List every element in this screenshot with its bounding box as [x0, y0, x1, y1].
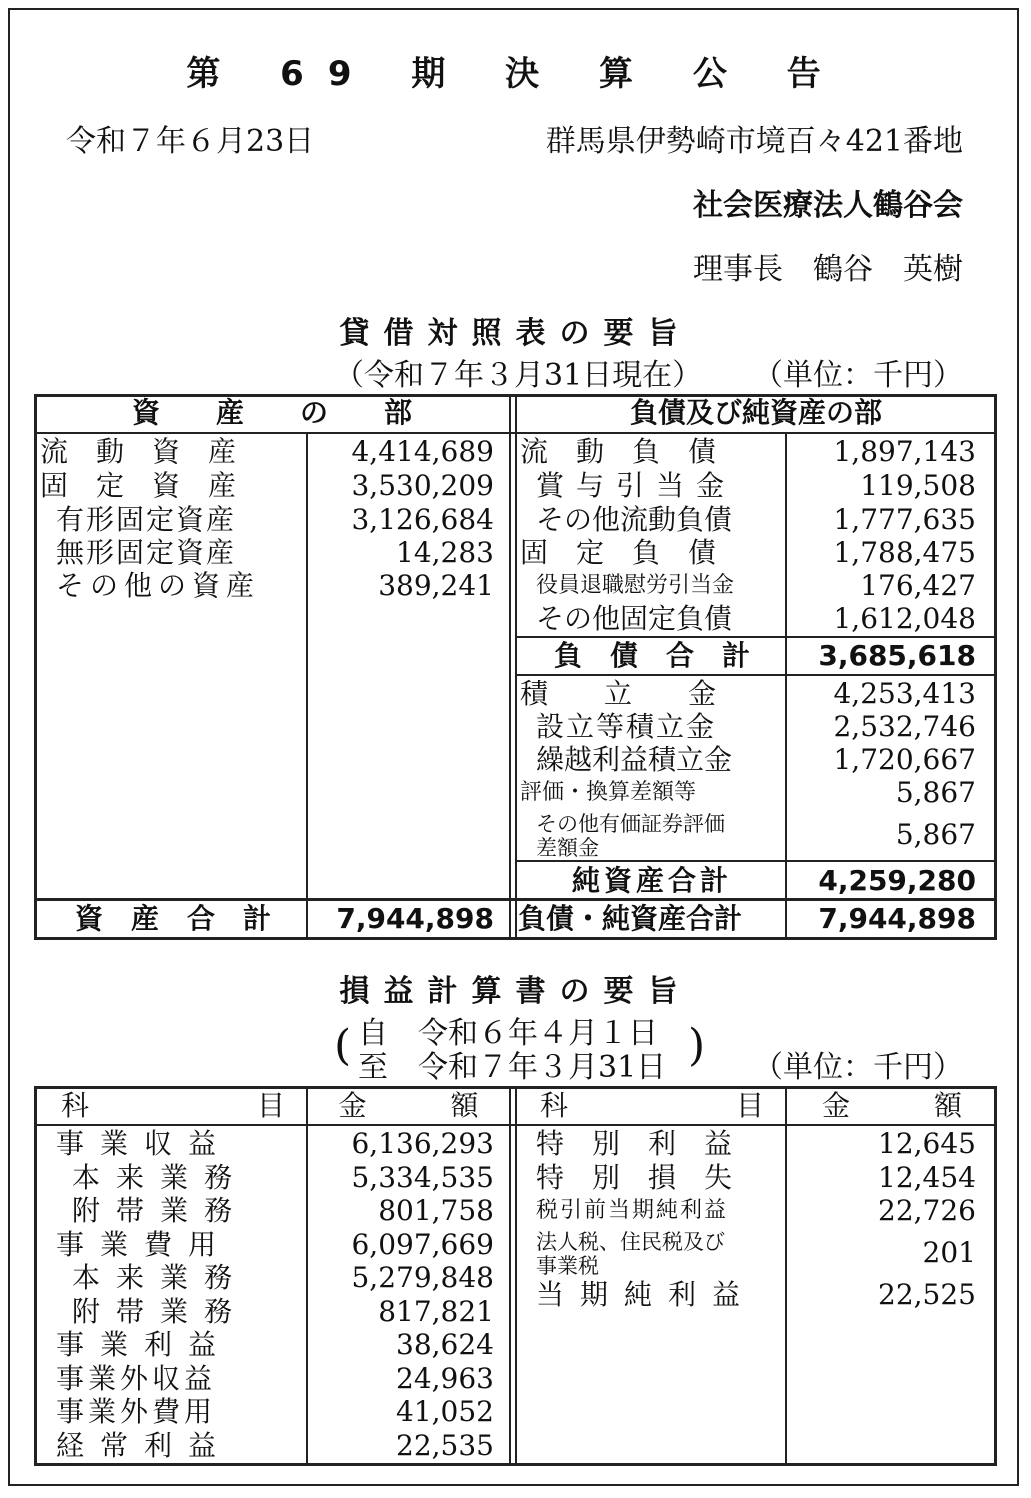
equity-label: 評価・換算差額等	[520, 780, 697, 805]
liabilities-total-label: 負 債 合 計	[553, 639, 750, 672]
col-amount-header: 金 額	[821, 1089, 962, 1122]
col-amount-header: 金 額	[338, 1089, 479, 1122]
is-label: 経常利益	[56, 1429, 233, 1462]
equity-value: 2,532,746	[833, 710, 976, 743]
col-item-header: 科 目	[60, 1089, 285, 1122]
liability-label: その他固定負債	[536, 602, 733, 635]
asset-value: 4,414,689	[351, 435, 494, 468]
balance-sheet-unit: （単位：千円）	[753, 358, 963, 393]
is-value: 22,726	[878, 1194, 976, 1227]
is-value: 817,821	[378, 1295, 494, 1328]
liability-label: 固 定 負 債	[520, 536, 717, 569]
company-name: 社会医療法人鶴谷会	[693, 188, 963, 223]
balance-sheet-date: （令和７年３月31日現在）	[334, 358, 703, 393]
equity-total-value: 4,259,280	[818, 864, 976, 897]
period-from: 自 令和６年４月１日	[358, 1016, 658, 1051]
equity-label: 繰越利益積立金	[536, 743, 733, 776]
assets-header: 資 産 の 部	[131, 396, 412, 429]
income-statement-title: 損益計算書の要旨	[339, 974, 692, 1009]
table-divider	[509, 394, 517, 940]
income-statement-unit: （単位：千円）	[753, 1050, 963, 1085]
is-value: 6,136,293	[351, 1127, 494, 1160]
is-value: 5,279,848	[351, 1261, 494, 1294]
is-label-cont: 事業税	[536, 1254, 599, 1278]
is-label: 事業外収益	[56, 1362, 217, 1395]
is-label: 当期純利益	[536, 1278, 757, 1311]
bracket-left: (	[334, 1021, 352, 1070]
representative: 理事長 鶴谷 英樹	[693, 252, 963, 287]
liability-value: 119,508	[860, 469, 976, 502]
is-value: 201	[922, 1236, 976, 1269]
asset-value: 3,126,684	[351, 503, 494, 536]
asset-label: 固 定 資 産	[40, 469, 237, 502]
grand-total-value: 7,944,898	[818, 902, 976, 935]
liability-label: 流 動 負 債	[520, 435, 717, 468]
liabilities-total-value: 3,685,618	[818, 639, 976, 672]
liability-label: その他流動負債	[536, 503, 733, 536]
is-value: 22,535	[396, 1429, 494, 1462]
liability-value: 1,612,048	[833, 602, 976, 635]
liabilities-header: 負債及び純資産の部	[629, 396, 882, 429]
is-value: 38,624	[396, 1328, 494, 1361]
equity-label: 積 立 金	[520, 677, 717, 710]
liability-value: 176,427	[860, 569, 976, 602]
equity-label: 設立等積立金	[536, 710, 717, 743]
is-value: 12,645	[878, 1127, 976, 1160]
grand-total-label: 負債・純資産合計	[518, 902, 743, 935]
assets-total-label: 資 産 合 計	[74, 902, 271, 935]
liability-label: 役員退職慰労引当金	[536, 573, 735, 598]
asset-value: 389,241	[378, 569, 494, 602]
is-label: 事業外費用	[56, 1395, 217, 1428]
equity-value: 5,867	[895, 776, 976, 809]
is-value: 6,097,669	[351, 1228, 494, 1261]
bracket-right: )	[688, 1020, 706, 1071]
is-label: 特 別 利 益	[536, 1127, 733, 1160]
liability-value: 1,777,635	[833, 503, 976, 536]
is-value: 24,963	[396, 1362, 494, 1395]
balance-sheet-title: 貸借対照表の要旨	[339, 316, 692, 351]
equity-label-cont: 差額金	[536, 836, 599, 860]
is-label: 法人税、住民税及び	[536, 1230, 725, 1254]
is-value: 801,758	[378, 1194, 494, 1227]
asset-value: 3,530,209	[351, 469, 494, 502]
notice-date: 令和７年６月23日	[66, 124, 315, 159]
is-label: 特 別 損 失	[536, 1161, 733, 1194]
is-label: 本来業務	[72, 1161, 249, 1194]
equity-value: 5,867	[895, 818, 976, 851]
assets-total-value: 7,944,898	[336, 902, 494, 935]
equity-label: その他有価証券評価	[536, 812, 725, 836]
liability-value: 1,897,143	[833, 435, 976, 468]
is-label: 事業収益	[56, 1127, 233, 1160]
is-label: 附帯業務	[72, 1295, 249, 1328]
is-label: 事業利益	[56, 1328, 233, 1361]
page-title: 第 69 期 決 算 公 告	[186, 54, 845, 94]
is-value: 12,454	[878, 1161, 976, 1194]
asset-label: 流 動 資 産	[40, 435, 237, 468]
period-to: 至 令和７年３月31日	[358, 1050, 667, 1085]
asset-value: 14,283	[396, 536, 494, 569]
is-value: 22,525	[878, 1278, 976, 1311]
is-label: 税引前当期純利益	[536, 1198, 729, 1223]
asset-label: 無形固定資産	[56, 536, 237, 569]
equity-total-label: 純資産合計	[571, 864, 732, 897]
is-label: 附帯業務	[72, 1194, 249, 1227]
col-item-header: 科 目	[539, 1089, 764, 1122]
is-label: 本来業務	[72, 1261, 249, 1294]
is-value: 5,334,535	[351, 1161, 494, 1194]
asset-label: その他の資産	[56, 569, 261, 602]
is-label: 事業費用	[56, 1228, 233, 1261]
equity-value: 1,720,667	[833, 743, 976, 776]
company-address: 群馬県伊勢崎市境百々421番地	[545, 124, 963, 159]
equity-value: 4,253,413	[833, 677, 976, 710]
table-divider	[509, 1086, 517, 1466]
liability-value: 1,788,475	[833, 536, 976, 569]
liability-label: 賞与引当金	[536, 469, 737, 502]
asset-label: 有形固定資産	[56, 503, 237, 536]
is-value: 41,052	[396, 1395, 494, 1428]
